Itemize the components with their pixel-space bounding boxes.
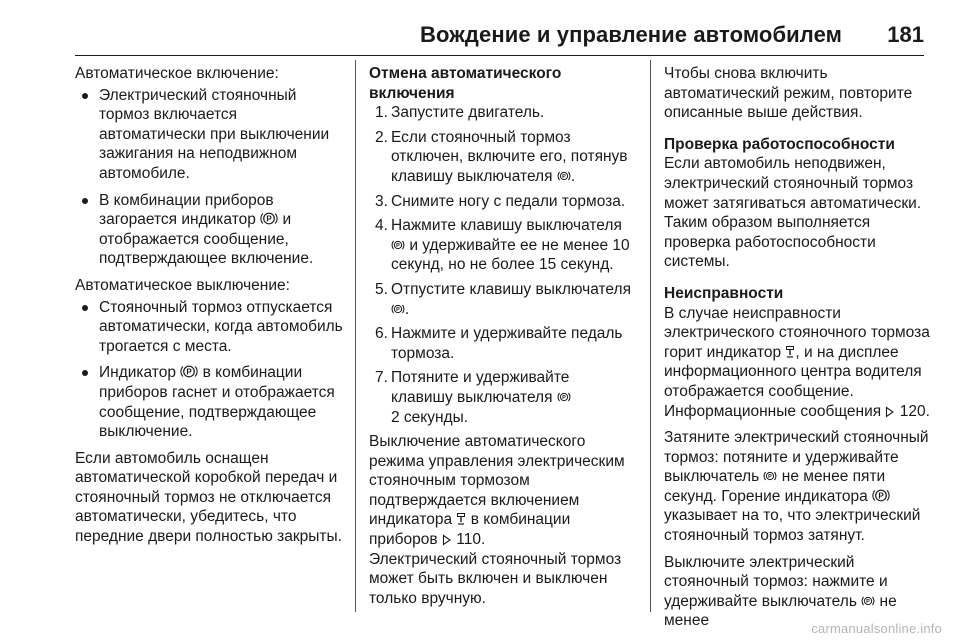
- auto-on-label: Автоматическое включение:: [75, 65, 279, 82]
- page-reference-arrow-icon: [442, 534, 452, 546]
- circle-p-indicator-icon: [872, 488, 890, 503]
- auto-off-label: Автоматическое выключение:: [75, 276, 290, 294]
- svg-text:P: P: [396, 306, 400, 313]
- list-item: Стояночный тормоз отпускается автоматически, когда автомобиль трогается с места.: [75, 298, 347, 357]
- page-reference[interactable]: 120.: [899, 402, 930, 420]
- service-wrench-icon: [456, 512, 466, 526]
- gearbox-note: Если автомобиль оснащен автоматической коробкой передач и стояночный тормоз не отключается автоматически, убедитесь, что передние двери полностью закрыты.: [75, 449, 342, 546]
- cancel-heading: Отмена автоматического включения: [369, 65, 562, 102]
- parking-brake-switch-icon: [557, 169, 571, 183]
- page-number: 181: [887, 22, 924, 47]
- svg-text:P: P: [266, 214, 272, 224]
- list-item: 3. Снимите ногу с педали тормоза.: [375, 192, 626, 210]
- list-item: 4. Нажмите клавишу выключателя P и удерживайте ее не менее 10 секунд, но не более 15 секунд.: [375, 217, 630, 274]
- page-header: [0, 0, 960, 58]
- column-middle: [369, 64, 635, 608]
- column-divider: [650, 60, 651, 612]
- svg-text:P: P: [866, 599, 871, 606]
- list-item: 1. Запустите двигатель.: [375, 104, 545, 122]
- off-note: Выключение автоматического режима управления электрическим стояночным тормозом подтверждается включением индикатора в комбинации приборов 110.: [369, 433, 625, 549]
- parking-brake-switch-icon: [391, 238, 405, 252]
- circle-p-indicator-icon: [260, 211, 278, 226]
- svg-text:P: P: [561, 174, 566, 181]
- column-right: [664, 64, 930, 631]
- auto-off-list: [75, 298, 347, 442]
- list-item: 7. Потяните и удерживайте клавишу выключателя P 2 секунды.: [375, 369, 570, 426]
- svg-text:P: P: [768, 474, 773, 481]
- fault-text: В случае неисправности электрического стояночного тормоза горит индикатор , и на дисплее информационного центра водителя отображается сообщение. Информационные сообщения 120.: [664, 304, 930, 420]
- manual-note: Электрический стояночный тормоз может быть включен и выключен только вручную.: [369, 550, 622, 607]
- page-reference-arrow-icon: [885, 406, 895, 418]
- parking-brake-switch-icon: [557, 390, 571, 404]
- list-item: Индикатор P в комбинации приборов гаснет и отображается сообщение, подтверждающее выключение.: [75, 363, 347, 441]
- reenable-note: Чтобы снова включить автоматический режим, повторите описанные выше действия.: [664, 65, 913, 122]
- header-divider: [75, 55, 924, 56]
- svg-text:P: P: [878, 491, 884, 501]
- page-title: Вождение и управление автомобилем: [420, 22, 842, 47]
- auto-on-list: [75, 86, 347, 269]
- column-left: [75, 64, 347, 547]
- column-divider: [355, 60, 356, 612]
- list-item: Электрический стояночный тормоз включается автоматически при выключении зажигания на неподвижном автомобиле.: [75, 86, 347, 184]
- check-text: Если автомобиль неподвижен, электрический стояночный тормоз может затягиваться автоматически. Таким образом выполняется проверка работоспособности системы.: [664, 155, 922, 271]
- check-heading: Проверка работоспособности: [664, 135, 895, 153]
- list-item: 5. Отпустите клавишу выключателя P .: [375, 280, 631, 318]
- service-wrench-icon: [785, 345, 795, 359]
- circle-p-indicator-icon: [180, 364, 198, 379]
- release-text: Выключите электрический стояночный тормоз: нажмите и удерживайте выключатель P не менее: [664, 553, 897, 630]
- watermark: carmanualsonline.info: [811, 621, 942, 636]
- svg-text:P: P: [186, 367, 192, 377]
- svg-text:P: P: [396, 242, 400, 249]
- parking-brake-switch-icon: [763, 469, 777, 483]
- parking-brake-switch-icon: [861, 594, 875, 608]
- cancel-steps: [369, 103, 635, 427]
- list-item: 6. Нажмите и удерживайте педаль тормоза.: [375, 325, 623, 362]
- list-item: В комбинации приборов загорается индикатор P и отображается сообщение, подтверждающее включение.: [75, 191, 347, 269]
- fault-heading: Неисправности: [664, 284, 784, 302]
- page-reference[interactable]: 110.: [456, 531, 486, 549]
- parking-brake-switch-icon: [391, 302, 405, 316]
- svg-text:P: P: [561, 395, 566, 402]
- list-item: 2. Если стояночный тормоз отключен, включите его, потянув клавишу выключателя P .: [375, 128, 628, 185]
- tighten-text: Затяните электрический стояночный тормоз: потяните и удерживайте выключатель P не менее пяти секунд. Горение индикатора P указывает на то, что электрический стояночный тормоз затянут.: [664, 429, 929, 545]
